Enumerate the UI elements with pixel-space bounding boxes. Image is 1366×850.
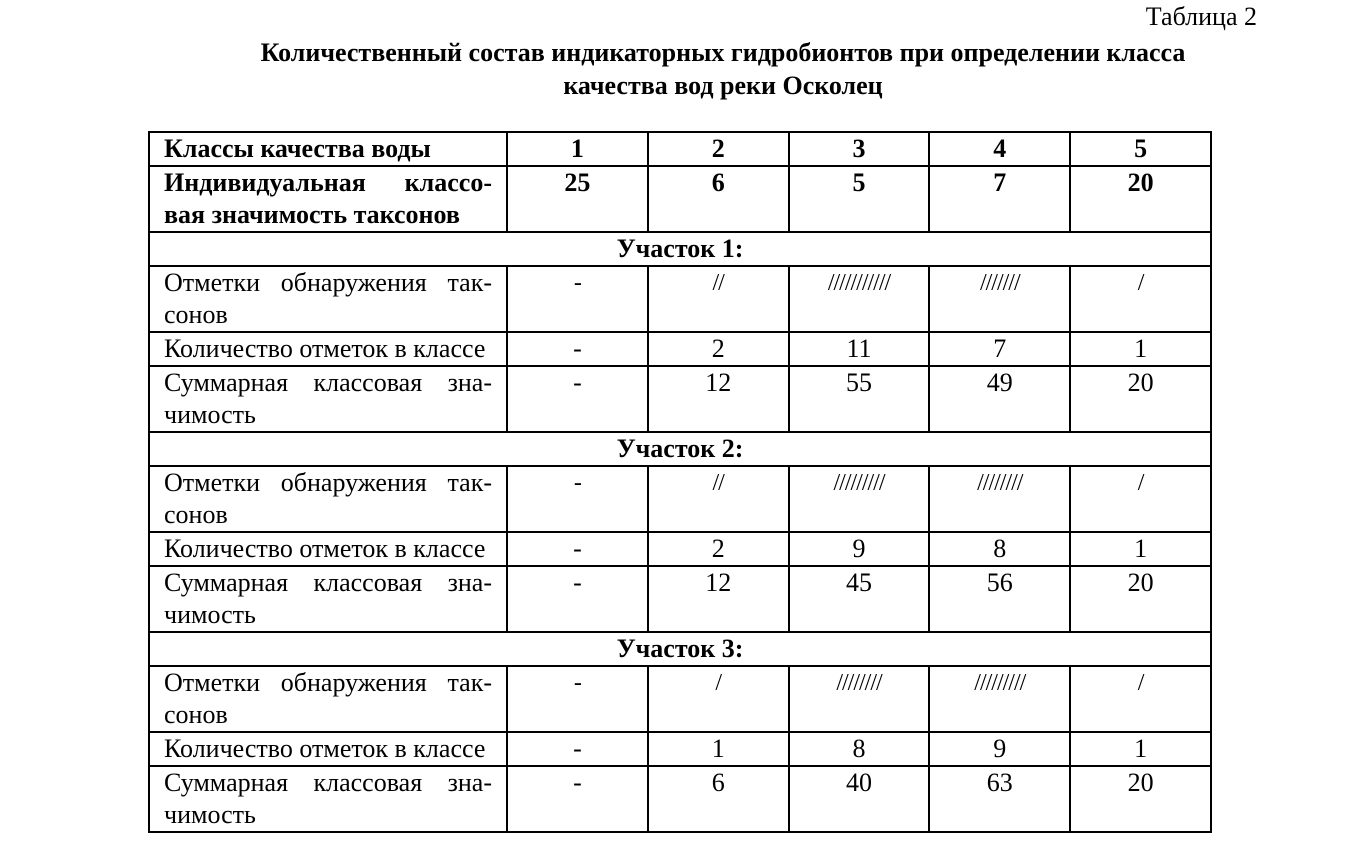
sum-cell: 20 (1070, 766, 1211, 832)
section-title: Участок 1: (149, 232, 1211, 266)
marks-cell: / (1070, 266, 1211, 332)
count-cell: 7 (929, 332, 1070, 366)
marks-row (149, 466, 1211, 532)
header-row (149, 132, 1211, 166)
count-cell: 1 (1070, 532, 1211, 566)
marks-cell: /////////// (789, 266, 930, 332)
sum-cell: 56 (929, 566, 1070, 632)
marks-cell: // (648, 466, 789, 532)
sum-cell: 12 (648, 366, 789, 432)
count-cell: 11 (789, 332, 930, 366)
sum-row (149, 366, 1211, 432)
marks-cell: / (1070, 666, 1211, 732)
marks-row (149, 666, 1211, 732)
marks-cell: ///////// (929, 666, 1070, 732)
count-cell: 1 (1070, 732, 1211, 766)
sum-cell: 49 (929, 366, 1070, 432)
table-title (180, 36, 1266, 102)
marks-label: Отметки обнаружения так-сонов (149, 266, 507, 332)
marks-cell: - (507, 266, 648, 332)
sum-cell: 12 (648, 566, 789, 632)
count-row (149, 332, 1211, 366)
count-cell: - (507, 732, 648, 766)
sum-row (149, 566, 1211, 632)
sum-cell: 20 (1070, 366, 1211, 432)
sum-cell: 63 (929, 766, 1070, 832)
section-header-row (149, 232, 1211, 266)
count-cell: - (507, 332, 648, 366)
count-row (149, 532, 1211, 566)
class-header-cell: 3 (789, 132, 930, 166)
marks-cell: //////// (929, 466, 1070, 532)
marks-cell: //////// (789, 666, 930, 732)
sum-row (149, 766, 1211, 832)
table-title-line: Количественный состав индикаторных гидробионтов при определении класса (260, 38, 1186, 67)
count-label: Количество отметок в классе (149, 332, 507, 366)
marks-cell: / (1070, 466, 1211, 532)
sum-label: Суммарная классовая зна-чимость (149, 366, 507, 432)
count-label: Количество отметок в классе (149, 532, 507, 566)
header-label: Классы качества воды (149, 132, 507, 166)
significance-cell: 5 (789, 166, 930, 232)
count-cell: 1 (648, 732, 789, 766)
significance-cell: 25 (507, 166, 648, 232)
sum-label: Суммарная классовая зна-чимость (149, 566, 507, 632)
class-header-cell: 1 (507, 132, 648, 166)
table-number: Таблица 2 (1145, 2, 1257, 31)
sum-cell: 55 (789, 366, 930, 432)
count-cell: 9 (789, 532, 930, 566)
count-cell: 1 (1070, 332, 1211, 366)
significance-cell: 6 (648, 166, 789, 232)
significance-label: Индивидуальная классо-вая значимость таксонов (149, 166, 507, 232)
sum-label: Суммарная классовая зна-чимость (149, 766, 507, 832)
marks-cell: // (648, 266, 789, 332)
marks-label: Отметки обнаружения так-сонов (149, 466, 507, 532)
table-title-line: качества вод реки Осколец (563, 71, 883, 100)
marks-cell: ///////// (789, 466, 930, 532)
count-cell: 2 (648, 532, 789, 566)
sum-cell: - (507, 366, 648, 432)
sum-cell: - (507, 766, 648, 832)
significance-cell: 20 (1070, 166, 1211, 232)
count-cell: - (507, 532, 648, 566)
section-header-row (149, 432, 1211, 466)
section-header-row (149, 632, 1211, 666)
count-row (149, 732, 1211, 766)
significance-cell: 7 (929, 166, 1070, 232)
sum-cell: - (507, 566, 648, 632)
marks-cell: - (507, 466, 648, 532)
count-cell: 8 (789, 732, 930, 766)
marks-label: Отметки обнаружения так-сонов (149, 666, 507, 732)
significance-row (149, 166, 1211, 232)
quality-class-table (148, 131, 1212, 833)
marks-cell: /////// (929, 266, 1070, 332)
sum-cell: 6 (648, 766, 789, 832)
section-title: Участок 2: (149, 432, 1211, 466)
marks-cell: - (507, 666, 648, 732)
count-cell: 8 (929, 532, 1070, 566)
marks-row (149, 266, 1211, 332)
class-header-cell: 5 (1070, 132, 1211, 166)
count-label: Количество отметок в классе (149, 732, 507, 766)
class-header-cell: 2 (648, 132, 789, 166)
sum-cell: 40 (789, 766, 930, 832)
sum-cell: 20 (1070, 566, 1211, 632)
count-cell: 9 (929, 732, 1070, 766)
section-title: Участок 3: (149, 632, 1211, 666)
class-header-cell: 4 (929, 132, 1070, 166)
count-cell: 2 (648, 332, 789, 366)
sum-cell: 45 (789, 566, 930, 632)
marks-cell: / (648, 666, 789, 732)
